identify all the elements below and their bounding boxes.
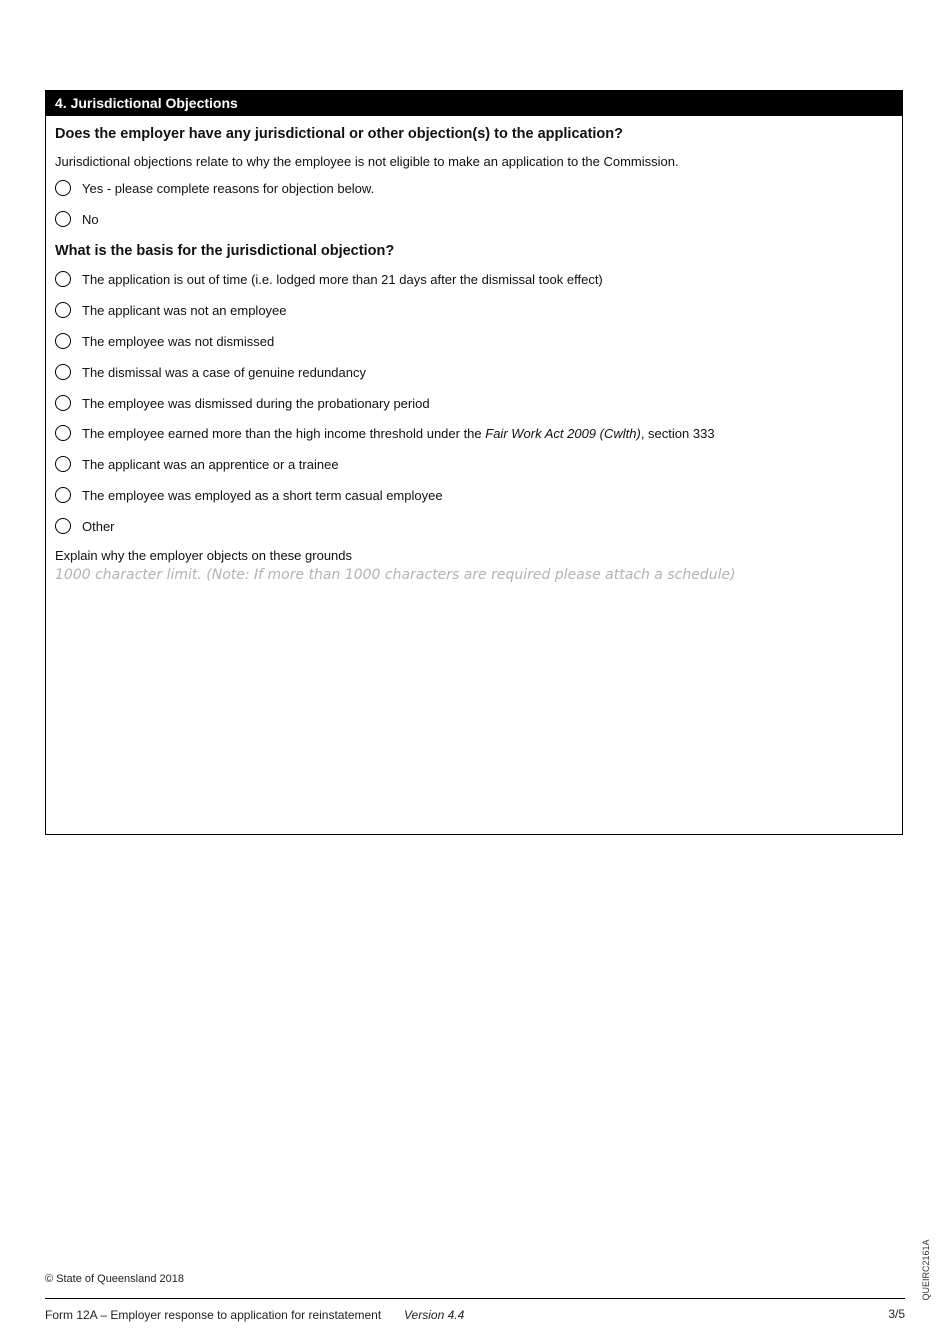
explain-label: Explain why the employer objects on these grounds (55, 548, 353, 563)
radio-label (82, 426, 715, 441)
radio-button[interactable] (55, 518, 71, 534)
radio-button[interactable] (55, 211, 71, 227)
radio-option-yes[interactable] (55, 178, 374, 198)
radio-label: The employee was dismissed during the probationary period (82, 395, 430, 411)
radio-label: No (82, 211, 99, 227)
radio-option-not-employee[interactable] (55, 300, 287, 320)
explain-textarea[interactable] (54, 565, 894, 825)
footer-divider (45, 1298, 905, 1299)
document-code-text: QUEIRC2161A (921, 1239, 931, 1301)
radio-button[interactable] (55, 180, 71, 196)
section-title: 4. Jurisdictional Objections (46, 91, 902, 116)
radio-label: The application is out of time (i.e. lodged more than 21 days after the dismissal took effect) (82, 271, 603, 287)
radio-button[interactable] (55, 395, 71, 411)
radio-option-out-of-time[interactable] (55, 269, 603, 289)
radio-button[interactable] (55, 425, 71, 441)
radio-label-text: The employee earned more than the high income threshold under the (82, 425, 486, 441)
radio-label: The dismissal was a case of genuine redundancy (82, 364, 366, 380)
radio-option-other[interactable] (55, 516, 115, 536)
radio-label: The employee was not dismissed (82, 333, 275, 349)
radio-button[interactable] (55, 333, 71, 349)
radio-option-no[interactable] (55, 209, 99, 229)
copyright: © State of Queensland 2018 (45, 1273, 184, 1285)
radio-label: The applicant was an apprentice or a trainee (82, 456, 339, 472)
radio-label: Yes - please complete reasons for objection below. (82, 180, 375, 196)
radio-button[interactable] (55, 456, 71, 472)
question-objection: Does the employer have any jurisdictional or other objection(s) to the application? (55, 126, 624, 142)
document-code (921, 1240, 931, 1300)
radio-option-casual-employee[interactable] (55, 485, 443, 505)
radio-option-genuine-redundancy[interactable] (55, 362, 366, 382)
radio-option-high-income[interactable] (55, 423, 715, 443)
radio-option-not-dismissed[interactable] (55, 331, 274, 351)
footer-form-title: Form 12A – Employer response to application for reinstatement (45, 1308, 382, 1322)
radio-button[interactable] (55, 364, 71, 380)
page-number: 3/5 (888, 1307, 905, 1321)
jurisdictional-objections-section (45, 90, 903, 835)
help-text-objection: Jurisdictional objections relate to why the employee is not eligible to make an application to the Commission. (55, 154, 679, 169)
radio-label-text: , section 333 (640, 425, 715, 441)
radio-button[interactable] (55, 302, 71, 318)
question-basis: What is the basis for the jurisdictional objection? (55, 243, 395, 259)
radio-label: Other (82, 518, 115, 534)
act-name: Fair Work Act 2009 (Cwlth) (485, 425, 641, 441)
radio-label: The applicant was not an employee (82, 302, 287, 318)
radio-button[interactable] (55, 487, 71, 503)
radio-button[interactable] (55, 271, 71, 287)
radio-option-probationary-period[interactable] (55, 393, 430, 413)
radio-option-apprentice[interactable] (55, 454, 339, 474)
radio-label: The employee was employed as a short term casual employee (82, 487, 443, 503)
footer-version: Version 4.4 (404, 1308, 465, 1322)
